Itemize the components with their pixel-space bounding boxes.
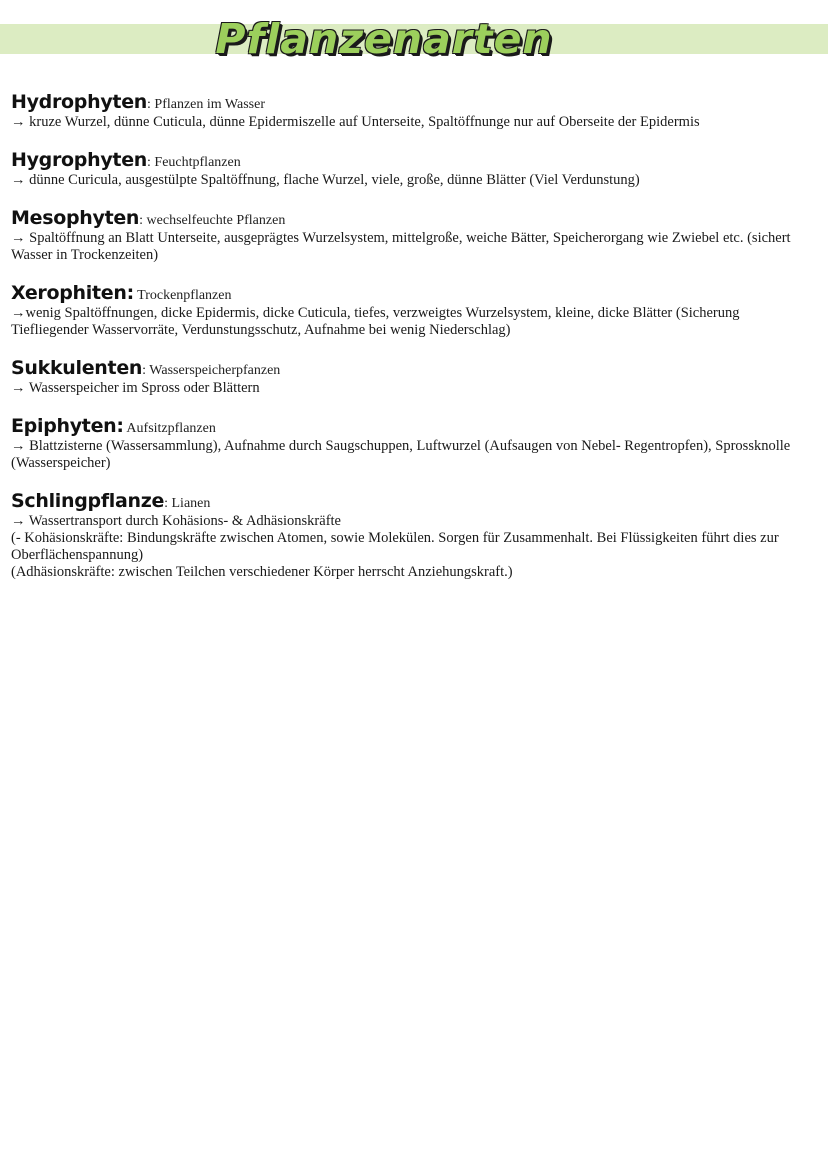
document-body (11, 90, 801, 598)
section-sukkulenten (11, 356, 801, 397)
section-hydrophyten (11, 90, 801, 131)
section-xerophiten (11, 281, 801, 339)
term-definition: : Lianen (164, 496, 211, 511)
term-definition: : wechselfeuchte Pflanzen (139, 213, 286, 228)
section-schlingpflanze (11, 489, 801, 581)
section-text: → dünne Curicula, ausgestülpte Spaltöffnung, flache Wurzel, viele, große, dünne Blätter (Viel Verdunstung) (11, 172, 640, 188)
term-definition: : Pflanzen im Wasser (147, 97, 266, 112)
section-text: → Wassertransport durch Kohäsions- & Adhäsionskräfte (11, 513, 341, 529)
term-heading: Hygrophyten (11, 149, 148, 171)
section-text: → Spaltöffnung an Blatt Unterseite, ausgeprägtes Wurzelsystem, mittelgroße, weiche Bätter, Speicherorgang wie Zwiebel etc. (sichert Wasser in Trockenzeiten) (11, 230, 791, 263)
section-hygrophyten (11, 148, 801, 189)
section-text: → Blattzisterne (Wassersammlung), Aufnahme durch Saugschuppen, Luftwurzel (Aufsaugen von Nebel- Regentropfen), Sprossknolle (Wasserspeicher) (11, 438, 791, 471)
section-text: →wenig Spaltöffnungen, dicke Epidermis, dicke Cuticula, tiefes, verzweigtes Wurzelsystem, kleine, dicke Blätter (Sicherung Tiefliegender Wasservorräte, Verdunstungsschutz, Aufnahme bei wenig Niederschlag) (11, 305, 740, 338)
section-epiphyten (11, 414, 801, 472)
term-definition: : Wasserspeicherpfanzen (142, 363, 281, 378)
section-text: (- Kohäsionskräfte: Bindungskräfte zwischen Atomen, sowie Molekülen. Sorgen für Zusammenhalt. Bei Flüssigkeiten führt dies zur Oberflächenspannung) (11, 530, 779, 563)
term-heading: Mesophyten (11, 207, 140, 229)
term-definition: Trockenpflanzen (133, 288, 232, 303)
term-heading: Sukkulenten (11, 357, 143, 379)
section-text: → Wasserspeicher im Spross oder Blättern (11, 380, 260, 396)
section-text: (Adhäsionskräfte: zwischen Teilchen verschiedener Körper herrscht Anziehungskraft.) (11, 564, 513, 580)
term-definition: : Feuchtpflanzen (147, 155, 241, 170)
term-heading: Epiphyten: (11, 415, 124, 437)
page-title: Pflanzenarten (215, 15, 553, 63)
term-heading: Hydrophyten (11, 91, 148, 113)
section-text: → kruze Wurzel, dünne Cuticula, dünne Epidermiszelle auf Unterseite, Spaltöffnunge nur auf Oberseite der Epidermis (11, 114, 700, 130)
section-mesophyten (11, 206, 801, 264)
term-definition: Aufsitzpflanzen (123, 421, 216, 436)
term-heading: Schlingpflanze (11, 490, 165, 512)
term-heading: Xerophiten: (11, 282, 134, 304)
